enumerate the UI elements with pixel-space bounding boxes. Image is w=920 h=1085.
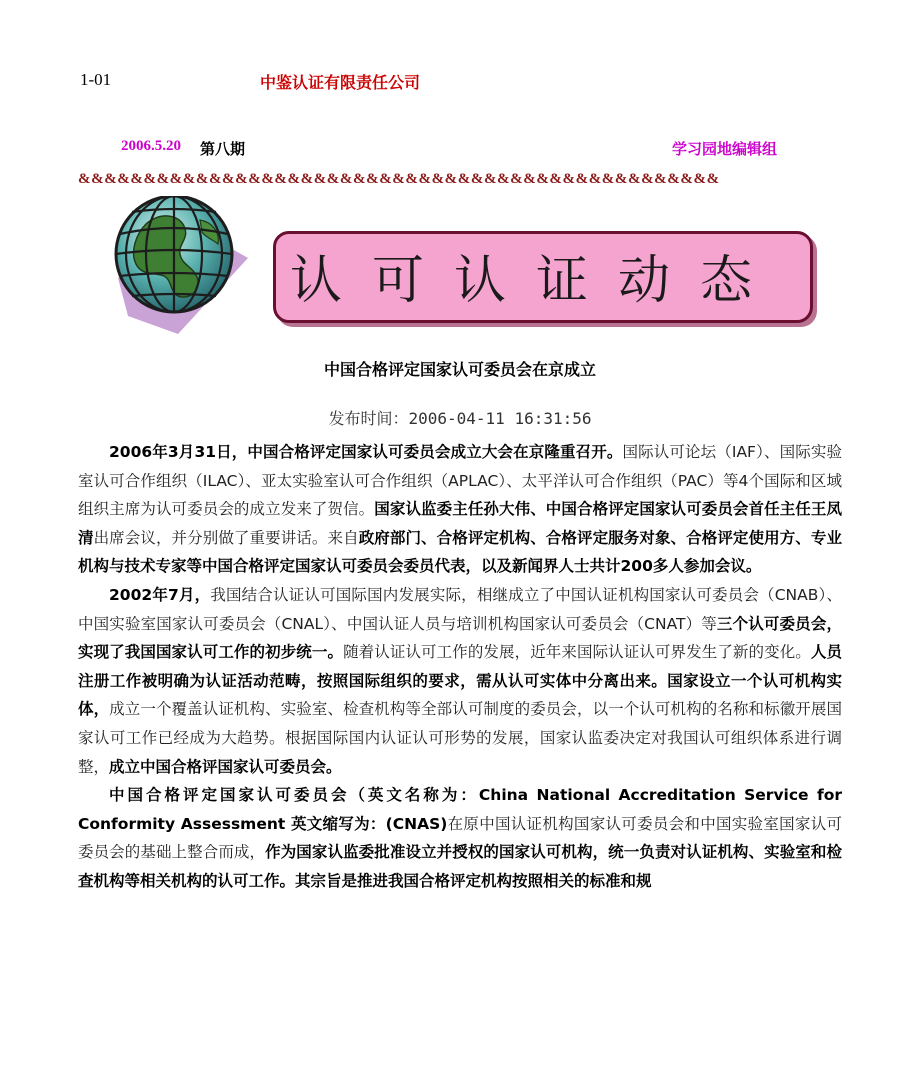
text-run: 随着认证认可工作的发展，近年来国际认证认可界发生了新的变化。: [343, 643, 811, 662]
bold-text-run: 2006年3月31日，中国合格评定国家认可委员会成立大会在京隆重召开。: [109, 443, 623, 461]
bold-text-run: 作为国家认监委批准设立并授权的国家认可机构，统一负责对认证机构、实验室和检查机构等相关机构的认可工作。其宗旨是推进我国合格评定机构按照相关的标准和规: [78, 843, 842, 890]
text-run: 在原中国认证机构国家认可委员会和中国实验室国家认可委员会的基础上整合而成，: [78, 814, 842, 862]
company-name: 中鉴认证有限责任公司: [260, 73, 421, 92]
text-run: 成立一个覆盖认证机构、实验室、检查机构等全部认可制度的委员会，以一个认可机构的名称和标徽开展国家认可工作已经成为大趋势。根据国际国内认证认可形势的发展，国家认监委决定对我国认可组织体系进行调整，: [78, 700, 842, 776]
article-paragraph: [78, 581, 842, 781]
bold-text-run: 国家认监委主任孙大伟、中国合格评定国家认可委员会首任主任王凤清: [78, 500, 842, 547]
bold-text-run: 三个认可委员会，实现了我国国家认可工作的初步统一。: [78, 614, 842, 662]
ampersand-divider: &&&&&&&&&&&&&&&&&&&&&&&&&&&&&&&&&&&&&&&&&&&&&&&&&: [78, 171, 720, 187]
issue-date: 2006.5.20: [121, 138, 181, 154]
document-code: 1-01: [80, 70, 112, 89]
bold-text-run: 人员注册工作被明确为认证活动范畴，按照国际组织的要求，需从认可实体中分离出来。国家设立一个认可机构实体，: [78, 643, 842, 719]
article-title: 中国合格评定国家认可委员会在京成立: [323, 360, 596, 379]
article-paragraph: [78, 438, 842, 581]
bold-text-run: 成立中国合格评国家认可委员会。: [109, 757, 342, 776]
text-run: 出席会议，并分别做了重要讲话。来自: [93, 528, 359, 547]
article-paragraph: [78, 781, 842, 895]
banner-title: 认可认证动态: [290, 251, 783, 311]
text-run: 国际认可论坛（IAF）、国际实验室认可合作组织（ILAC）、亚太实验室认可合作组织（APLAC）、太平洋认可合作组织（PAC）等4个国际和区域组织主席为认可委员会的成立发来了贺信。: [78, 443, 842, 519]
bold-text-run: 中国合格评定国家认可委员会（英文名称为：China National Accreditation Service for Conformity Assessment 英文缩写为：(CNAS): [78, 786, 842, 833]
issue-number: 第八期: [200, 140, 246, 158]
section-banner: [273, 231, 813, 323]
editor-group: 学习园地编辑组: [672, 140, 778, 158]
text-run: 我国结合认证认可国际国内发展实际，相继成立了中国认证机构国家认可委员会（CNAB）、中国实验室国家认可委员会（CNAL）、中国认证人员与培训机构国家认可委员会（CNAT）等: [78, 585, 842, 633]
publish-time: 发布时间：2006-04-11 16:31:56: [328, 409, 592, 428]
bold-text-run: 2002年7月，: [109, 585, 211, 604]
bold-text-run: 政府部门、合格评定机构、合格评定服务对象、合格评定使用方、专业机构与技术专家等中国合格评定国家认可委员会委员代表，以及新闻界人士共计200多人参加会议。: [78, 528, 842, 576]
globe-icon: [108, 196, 254, 336]
article-body: [78, 438, 842, 896]
